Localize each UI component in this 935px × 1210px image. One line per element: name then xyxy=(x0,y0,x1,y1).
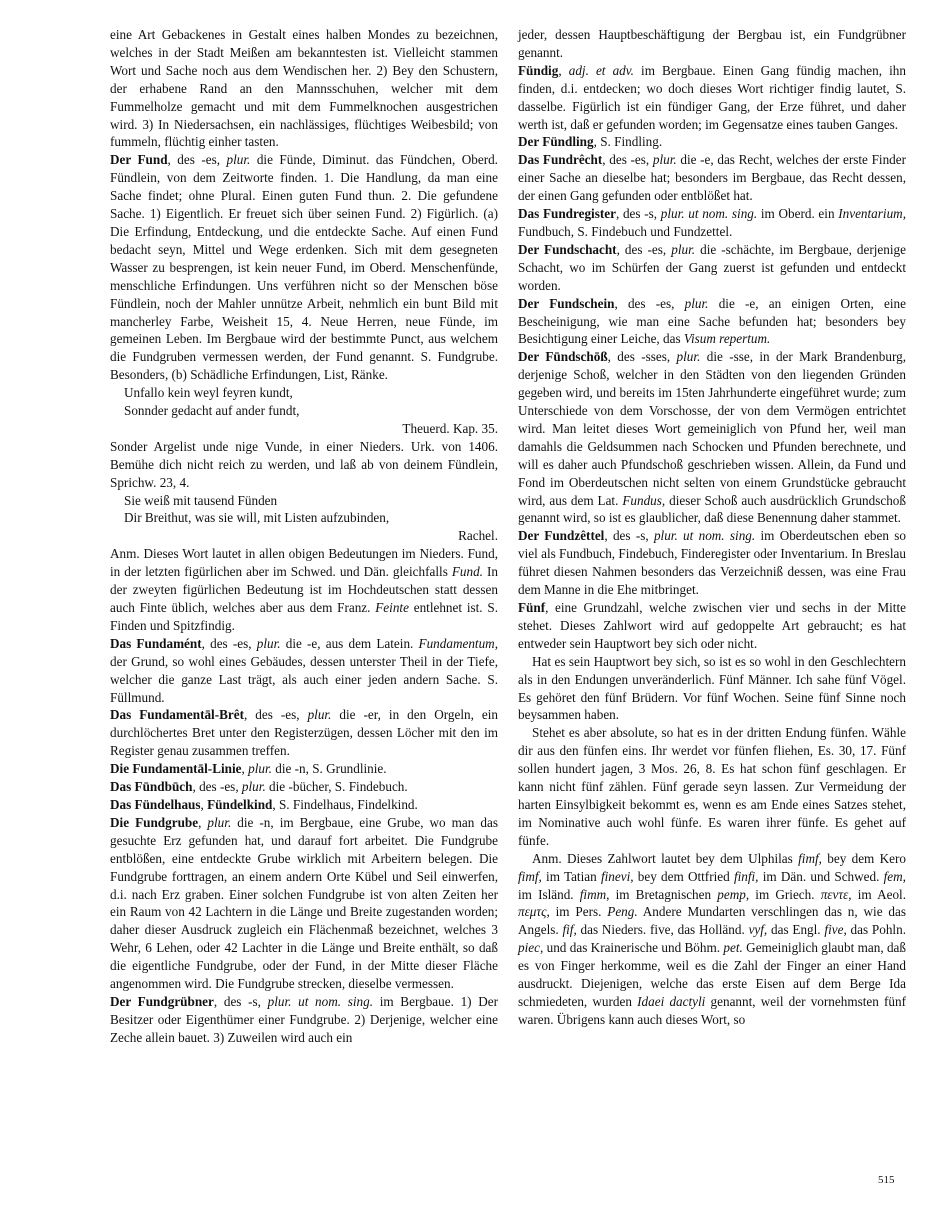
entry-continuation: jeder, dessen Hauptbeschäftigung der Bergbau ist, ein Fundgrübner genannt. xyxy=(518,27,906,60)
right-column xyxy=(518,26,906,1029)
entry-fuendling: Der Fündling, S. Findling. xyxy=(518,134,663,150)
headword: Der Fundgrübner xyxy=(110,993,214,1009)
verse-line: Sonnder gedacht auf ander fundt, xyxy=(124,403,300,419)
entry-fund: Der Fund, des -es, plur. die Fünde, Diminut. das Fündchen, Oberd. Fündlein, von dem Zeitworte finden. 1. Die Handlung, da man eine Sache findet; ohne Plural. Einen guten Fund thun. 2. Die gefundene Sache. 1) Eigentlich. Er freuet sich über seinen Fund. 2) Figürlich. (a) Die Erfindung, Entdeckung, und die entdeckte Sache. Auf einen Fund bedacht seyn, Mittel und Wege erdenken. Sich mit dem gesegneten Wasser zu besprengen, ist kein neuer Fund, im Oberd. Menschenfünde, menschliche Erfindungen. Uns verführen nicht so der Menschen böse Fündlein, noch der Mahler unnütze Arbeit, nehmlich ein bunt Bild mit mancherley Farbe, Weisheit 15, 4. Neue Herren, neue Fünde, im gemeinen Leben. Im Bergbaue wird der bestimmte Punct, aus welchem die Fundgruben vermessen werden, der Fund genannt. S. Fundgrube. Besonders, (b) Schädliche Erfindungen, List, Ränke. xyxy=(110,152,498,383)
entry-text: Sonder Argelist unde nige Vunde, in einer Nieders. Urk. von 1406. Bemühe dich nicht reich zu werden, und laß ab von deinem Fündlein, Sprichw. 23, 4. xyxy=(110,438,498,490)
entry-fuendig: Fündig, adj. et adv. im Bergbaue. Einen Gang fündig machen, ihn finden, d.i. entdecken; wo doch dieses Wort richtiger findig lautet, S. dasselbe. Figürlich ist ein fündiger Gang, der Erze führet, und daher werth ist, daß er gefunden worden; im Gegensatze eines tauben Ganges. xyxy=(518,62,906,132)
entry-fuenf: Fünf, eine Grundzahl, welche zwischen vier und sechs in der Mitte stehet. Dieses Zahlwort wird auf gedoppelte Art gebraucht; es hat entweder sein Hauptwort bey sich oder nicht. xyxy=(518,600,906,651)
headword: Das Fündelhaus xyxy=(110,796,201,812)
headword: Fündelkind xyxy=(207,796,273,812)
headword: Das Fūndbūch xyxy=(110,779,193,795)
headword: Die Fundgrube xyxy=(110,814,199,830)
headword: Der Fundschacht xyxy=(518,241,617,257)
citation-source: Rachel. xyxy=(458,528,498,544)
headword: Der Fūndschōß xyxy=(518,349,608,365)
headword: Das Fundrêcht xyxy=(518,152,603,168)
entry-fundgrube: Die Fundgrube, plur. die -n, im Bergbaue, eine Grube, wo man das gesuchte Erz gefunden hat, und darauf fort arbeitet. Die Fundgrube entblößen, eine entdeckte Grube wirklich mit Arbeitern belegen. Die Fundgrube forttragen, an einem andern Orte Kübel und Seil einwerfen, d.i. nach Erz graben. Einer solchen Fundgrube ist von alten Zeiten her ein Raum von 42 Lachtern in die Länge und Breite zugestanden worden; daher dieser Ausdruck zugleich ein Flächenmaß bezeichnet, welches 3 Wehr, 6 Lehen, oder 42 Lachter in die Länge und Breite enthält, so daß die eigentliche Fundgrube, oder der Fund, in der Mitte dieser Fläche angenommen wird. Die Fundgrube strecken, dieselbe vermessen. xyxy=(110,814,498,992)
headword: Der Fündling xyxy=(518,134,594,150)
entry-note: Anm. Dieses Zahlwort lautet bey dem Ulphilas fimf, bey dem Kero fimf, im Tatian finevi, bey dem Ottfried finfi, im Dän. und Schwed. fem, im Isländ. fimm, im Bretagnischen pemp, im Griech. πεντε, im Aeol. πεμτς, im Pers. Peng. Andere Mundarten verschlingen das n, wie das Angels. fif, das Nieders. five, das Holländ. vyf, das Engl. five, das Pohln. piec, und das Krainerische und Böhm. pet. Gemeiniglich glaubt man, daß es von Finger herkomme, weil es die Zahl der Finger an einer Hand ausdruckt. Diejenigen, welche das erste Eisen auf dem Berge Ida schmiedeten, wurden Idaei dactyli genannt, weil der vornehmsten fünf waren. Übrigens kann auch dieses Wort, so xyxy=(518,850,907,1027)
entry-fundschein: Der Fundschein, des -es, plur. die -e, an einigen Orten, eine Bescheinigung, wie man eine Sache befunden hat; besonders bey Besichtigung einer Leiche, das Visum repertum. xyxy=(518,295,906,347)
headword: Das Fundamentāl-Brêt xyxy=(110,707,245,723)
entry-fundschacht: Der Fundschacht, des -es, plur. die -schächte, im Bergbaue, derjenige Schacht, wo im Schürfen der Gang zuerst ist gefunden und entdeckt worden. xyxy=(518,241,906,293)
entry-fundament: Das Fundamént, des -es, plur. die -e, aus dem Latein. Fundamentum, der Grund, so wohl eines Gebäudes, dessen unterster Theil in der Tiefe, welcher die ganze Last trägt, als auch einer jeden andern Sache. S. Füllmund. xyxy=(110,635,498,705)
left-column xyxy=(110,26,498,1047)
headword: Das Fundamént xyxy=(110,635,202,651)
citation-source: Theuerd. Kap. 35. xyxy=(402,420,498,436)
headword: Das Fundregister xyxy=(518,206,616,222)
entry-fundschoss: Der Fūndschōß, des -sses, plur. die -sse, in der Mark Brandenburg, derjenige Schoß, welcher in den Städten von den liegenden Gründen gegeben wird, und bereits im 15ten Jahrhunderte eingeführet wurde; zum Unterschiede von dem Vorschosse, der von dem Vermögen entrichtet wird. Man leitet dieses Wort gemeiniglich von Pfund her, weil man damahls die Geldsummen nach Schocken und Pfunden berechnete, und will es daher auch Pfundschoß geschrieben wissen. Allein, da Fund und Fond im Oberdeutschen nicht selten von einem Grundstücke gebraucht wird, aus dem Lat. Fundus, dieser Schoß auch ausdrücklich Grundschoß genannt wird, so ist es glaublicher, daß diese Benennung daher stammet. xyxy=(518,349,906,526)
entry-fundrecht: Das Fundrêcht, des -es, plur. die -e, das Recht, welches der erste Finder einer Sache an dieselbe hat; besonders im Bergbaue, das Recht dessen, der einen Gang gefunden oder entblößet hat. xyxy=(518,152,906,204)
entry-continuation: eine Art Gebackenes in Gestalt eines halben Mondes zu bezeichnen, welches in der Stadt Meißen am bekanntesten ist. Vielleicht stammen Wort und Sache noch aus dem Wendischen her. 2) Bey den Schustern, der erhabene Rand an den Mannsschuhen, welcher mit dem Fummelholze gemacht und mit dem Fummelknochen ausgestrichen wird. 3) In Niedersachsen, ein nachlässiges, flüchtiges Weibesbild; von fummeln, flüchtig einher tasten. xyxy=(110,27,498,150)
verse-line: Unfallo kein weyl feyren kundt, xyxy=(124,385,293,401)
entry-text: Hat es sein Hauptwort bey sich, so ist es so wohl in den Geschlechtern als in den Endungen unveränderlich. Fünf Männer. Ich sahe fünf Vögel. Es gehöret den fünf Brüdern. Vor fünf Wochen. Seine fünf Sinne noch beysammen haben. xyxy=(518,653,906,723)
entry-fundzettel: Der Fundzêttel, des -s, plur. ut nom. sing. im Oberdeutschen eben so viel als Fundbuch, Findebuch, Finderegister oder Inventarium. In Breslau führet diesen Nahmen besonders das Verzeichniß dessen, was eine Frau dem Manne in die Ehe mitbringet. xyxy=(518,528,906,598)
verse-line: Dir Breithut, was sie will, mit Listen aufzubinden, xyxy=(124,510,390,526)
headword: Die Fundamentāl-Linie xyxy=(110,761,242,777)
headword: Fündig xyxy=(518,62,559,78)
entry-fundamental-linie: Die Fundamentāl-Linie, plur. die -n, S. Grundlinie. xyxy=(110,761,387,777)
verse-line: Sie weiß mit tausend Fünden xyxy=(124,492,278,508)
entry-fundregister: Das Fundregister, des -s, plur. ut nom. sing. im Oberd. ein Inventarium, Fundbuch, S. Findebuch und Fundzettel. xyxy=(518,206,906,239)
entry-fuendelhaus: Das Fündelhaus, Fündelkind, S. Findelhaus, Findelkind. xyxy=(110,796,418,812)
page-number: 515 xyxy=(878,1174,895,1186)
headword: Der Fundzêttel xyxy=(518,528,605,544)
headword: Der Fund xyxy=(110,152,168,168)
entry-note: Anm. Dieses Wort lautet in allen obigen Bedeutungen im Nieders. Fund, in der letzten figürlichen aber im Schwed. und Dän. gleichfalls Fund. In der zweyten figürlichen Bedeutung ist im Hochdeutschen statt dessen auch Finte üblich, welches aber aus dem Franz. Feinte entlehnet ist. S. Finden und Spitzfindig. xyxy=(110,546,498,633)
headword: Fünf xyxy=(518,600,546,615)
entry-fundbuch: Das Fūndbūch, des -es, plur. die -bücher, S. Findebuch. xyxy=(110,779,408,795)
entry-fundamental-bret: Das Fundamentāl-Brêt, des -es, plur. die -er, in den Orgeln, ein durchlöchertes Bret unter den Registerzügen, dessen Löcher mit den im Register genau zusammen treffen. xyxy=(110,707,498,759)
entry-fundgruebner: Der Fundgrübner, des -s, plur. ut nom. sing. im Bergbaue. 1) Der Besitzer oder Eigenthümer einer Fundgrube. 2) Derjenige, welcher eine Zeche allein bauet. 3) Zuweilen wird auch ein xyxy=(110,993,498,1045)
entry-text: Stehet es aber absolute, so hat es in der dritten Endung fünfen. Wähle dir aus den fünfen eins. Ihr werdet vor fünfen fliehen, Es. 30, 17. Fünf sollen hundert jagen, 3 Mos. 26, 8. Es hat schon fünf geschlagen. Er kann nicht fünf zählen. Fünf gerade seyn lassen. Zur Vermeidung der harten Einsylbigkeit bekommt es, wenn es am Ende eines Satzes stehet, im Nominative auch wohl fünfe. Es waren ihrer fünfe. Es gehet auf fünfe. xyxy=(518,725,906,848)
headword: Der Fundschein xyxy=(518,295,615,311)
